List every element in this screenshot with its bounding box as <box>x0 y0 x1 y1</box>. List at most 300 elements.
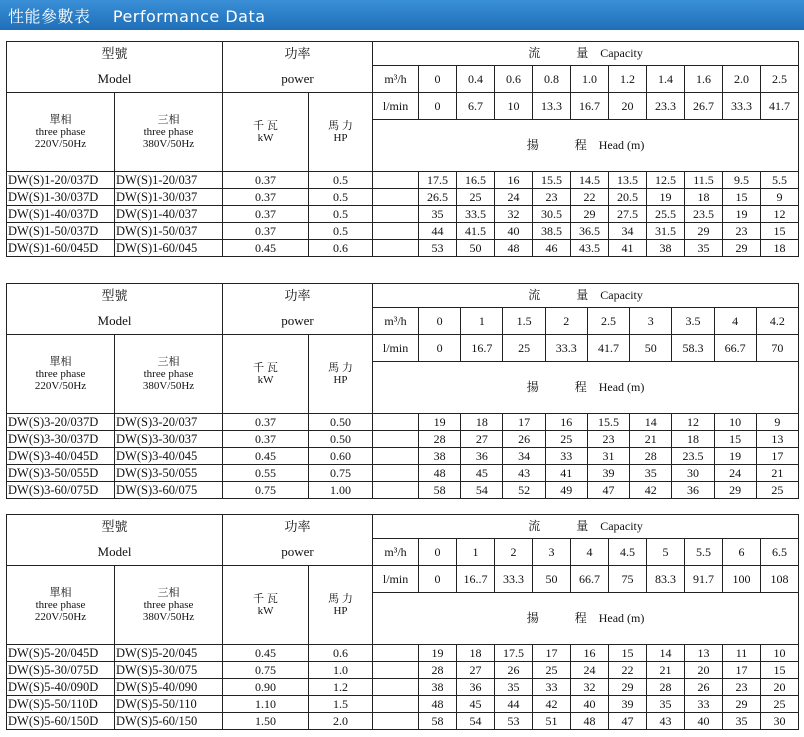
head-value: 19 <box>647 189 685 206</box>
three-phase-header <box>115 93 223 172</box>
unit-spacer <box>373 240 419 257</box>
head-value: 12.5 <box>647 172 685 189</box>
head-value: 48 <box>419 465 461 482</box>
head-value: 11.5 <box>685 172 723 189</box>
head-value: 47 <box>587 482 629 499</box>
head-value: 17 <box>756 448 798 465</box>
table-row <box>7 713 799 730</box>
head-value: 31 <box>587 448 629 465</box>
head-value: 44 <box>495 696 533 713</box>
kw-header-cn: 千 瓦 <box>253 362 278 374</box>
kw-header <box>223 93 309 172</box>
head-value: 16 <box>495 172 533 189</box>
head-value: 26 <box>495 662 533 679</box>
head-value: 15.5 <box>533 172 571 189</box>
performance-table-2 <box>6 283 799 499</box>
single-phase-cn: 單相 <box>49 356 72 368</box>
head-value: 28 <box>647 679 685 696</box>
head-value: 19 <box>723 206 761 223</box>
three-phase-model: DW(S)5-30/075 <box>115 662 223 679</box>
banner-title <box>8 4 266 27</box>
head-value: 29 <box>609 679 647 696</box>
unit-spacer <box>373 662 419 679</box>
m3h-label: m³/h <box>373 66 419 93</box>
head-value: 33 <box>533 679 571 696</box>
head-value: 22 <box>609 662 647 679</box>
kw-value: 0.75 <box>223 482 309 499</box>
unit-spacer <box>373 482 419 499</box>
head-value: 17.5 <box>419 172 457 189</box>
single-phase-spec: 220V/50Hz <box>34 138 87 150</box>
m3h-value: 6.5 <box>761 539 799 566</box>
head-en: Head (m) <box>598 611 645 625</box>
head-value: 30.5 <box>533 206 571 223</box>
head-value: 30 <box>672 465 714 482</box>
head-value: 15 <box>714 431 756 448</box>
three-phase-model: DW(S)3-50/055 <box>115 465 223 482</box>
table-row <box>7 448 799 465</box>
capacity-en: Capacity <box>600 288 643 302</box>
head-value: 29 <box>723 240 761 257</box>
head-value: 35 <box>723 713 761 730</box>
kw-header <box>223 566 309 645</box>
kw-header-en: kW <box>257 374 274 386</box>
unit-spacer <box>373 189 419 206</box>
single-phase-cn: 單相 <box>49 114 72 126</box>
single-phase-model: DW(S)1-20/037D <box>7 172 115 189</box>
head-value: 20.5 <box>609 189 647 206</box>
hp-value: 1.0 <box>309 662 373 679</box>
m3h-value: 0 <box>419 539 457 566</box>
single-phase-model: DW(S)1-50/037D <box>7 223 115 240</box>
m3h-value: 2.0 <box>723 66 761 93</box>
head-value: 35 <box>495 679 533 696</box>
m3h-value: 1.5 <box>503 308 545 335</box>
head-value: 15 <box>761 223 799 240</box>
head-value: 25 <box>545 431 587 448</box>
head-value: 17 <box>723 662 761 679</box>
head-value: 15 <box>761 662 799 679</box>
lmin-value: 0 <box>419 566 457 593</box>
m3h-value: 1.0 <box>571 66 609 93</box>
head-value: 16 <box>545 414 587 431</box>
lmin-value: 108 <box>761 566 799 593</box>
head-value: 35 <box>630 465 672 482</box>
head-value: 15 <box>609 645 647 662</box>
lmin-value: 0 <box>419 93 457 120</box>
single-phase-header <box>7 335 115 414</box>
model-header-cn: 型號 <box>101 288 128 304</box>
three-phase-model: DW(S)3-20/037 <box>115 414 223 431</box>
kw-value: 0.37 <box>223 172 309 189</box>
three-phase-model: DW(S)1-30/037 <box>115 189 223 206</box>
unit-spacer <box>373 431 419 448</box>
head-value: 25.5 <box>647 206 685 223</box>
head-value: 10 <box>761 645 799 662</box>
head-value: 26 <box>685 679 723 696</box>
head-value: 14 <box>647 645 685 662</box>
head-value: 30 <box>761 713 799 730</box>
table-row <box>7 465 799 482</box>
hp-value: 1.2 <box>309 679 373 696</box>
hp-value: 0.5 <box>309 189 373 206</box>
head-value: 25 <box>761 696 799 713</box>
head-value: 51 <box>533 713 571 730</box>
head-value: 45 <box>461 465 503 482</box>
unit-spacer <box>373 645 419 662</box>
single-phase-model: DW(S)1-40/037D <box>7 206 115 223</box>
m3h-value: 0 <box>419 308 461 335</box>
m3h-value: 3.5 <box>672 308 714 335</box>
head-value: 36 <box>457 679 495 696</box>
m3h-label: m³/h <box>373 308 419 335</box>
hp-value: 0.6 <box>309 240 373 257</box>
model-header-cn: 型號 <box>101 46 128 62</box>
hp-value: 0.5 <box>309 206 373 223</box>
model-header <box>7 284 223 308</box>
head-value: 18 <box>761 240 799 257</box>
head-value: 41.5 <box>457 223 495 240</box>
lmin-value: 83.3 <box>647 566 685 593</box>
banner-title-en: Performance Data <box>112 7 266 26</box>
power-header <box>223 515 373 539</box>
single-phase-en: three phase <box>35 368 86 380</box>
lmin-value: 20 <box>609 93 647 120</box>
lmin-value: 16.7 <box>571 93 609 120</box>
kw-value: 1.10 <box>223 696 309 713</box>
head-value: 27 <box>457 662 495 679</box>
capacity-header <box>373 284 799 308</box>
head-value: 38 <box>419 679 457 696</box>
lmin-value: 41.7 <box>587 335 629 362</box>
performance-table-1 <box>6 41 799 257</box>
m3h-value: 4 <box>714 308 756 335</box>
head-value: 21 <box>630 431 672 448</box>
head-cn-2: 程 <box>574 611 587 625</box>
kw-value: 0.37 <box>223 223 309 240</box>
lmin-value: 66.7 <box>714 335 756 362</box>
kw-value: 0.37 <box>223 206 309 223</box>
head-value: 23 <box>723 679 761 696</box>
head-value: 40 <box>571 696 609 713</box>
head-value: 12 <box>672 414 714 431</box>
single-phase-model: DW(S)5-40/090D <box>7 679 115 696</box>
three-phase-cn: 三相 <box>157 114 180 126</box>
head-value: 9.5 <box>723 172 761 189</box>
head-value: 28 <box>630 448 672 465</box>
kw-header <box>223 335 309 414</box>
head-value: 35 <box>419 206 457 223</box>
head-value: 14.5 <box>571 172 609 189</box>
three-phase-model: DW(S)5-50/110 <box>115 696 223 713</box>
lmin-value: 41.7 <box>761 93 799 120</box>
capacity-cn-2: 量 <box>576 46 589 60</box>
capacity-cn-1: 流 <box>528 46 541 60</box>
three-phase-model: DW(S)1-40/037 <box>115 206 223 223</box>
capacity-cn-2: 量 <box>576 288 589 302</box>
head-value: 23 <box>723 223 761 240</box>
head-value: 50 <box>457 240 495 257</box>
head-value: 53 <box>495 713 533 730</box>
head-value: 34 <box>609 223 647 240</box>
m3h-value: 1 <box>457 539 495 566</box>
head-value: 43.5 <box>571 240 609 257</box>
model-header-en: Model <box>7 66 223 93</box>
lmin-label: l/min <box>373 93 419 120</box>
head-value: 54 <box>461 482 503 499</box>
head-value: 14 <box>630 414 672 431</box>
table-row <box>7 206 799 223</box>
head-value: 25 <box>533 662 571 679</box>
head-value: 27 <box>461 431 503 448</box>
head-value: 29 <box>571 206 609 223</box>
model-header-en: Model <box>7 308 223 335</box>
head-value: 24 <box>714 465 756 482</box>
three-phase-header <box>115 335 223 414</box>
single-phase-model: DW(S)5-20/045D <box>7 645 115 662</box>
m3h-value: 1.6 <box>685 66 723 93</box>
m3h-value: 5 <box>647 539 685 566</box>
hp-value: 0.60 <box>309 448 373 465</box>
kw-value: 0.45 <box>223 240 309 257</box>
single-phase-model: DW(S)3-20/037D <box>7 414 115 431</box>
head-value: 23 <box>533 189 571 206</box>
kw-value: 0.37 <box>223 431 309 448</box>
head-value: 17 <box>503 414 545 431</box>
head-value: 42 <box>630 482 672 499</box>
three-phase-en: three phase <box>143 599 194 611</box>
kw-header-en: kW <box>257 605 274 617</box>
head-value: 48 <box>571 713 609 730</box>
capacity-header <box>373 515 799 539</box>
head-value: 35 <box>647 696 685 713</box>
head-value: 44 <box>419 223 457 240</box>
table-row <box>7 431 799 448</box>
capacity-cn-2: 量 <box>576 519 589 533</box>
lmin-value: 91.7 <box>685 566 723 593</box>
lmin-value: 100 <box>723 566 761 593</box>
head-value: 23.5 <box>672 448 714 465</box>
head-en: Head (m) <box>598 380 645 394</box>
kw-value: 0.45 <box>223 448 309 465</box>
head-value: 48 <box>495 240 533 257</box>
capacity-cn-1: 流 <box>528 519 541 533</box>
single-phase-cn: 單相 <box>49 587 72 599</box>
hp-value: 0.50 <box>309 431 373 448</box>
head-value: 26.5 <box>419 189 457 206</box>
head-en: Head (m) <box>598 138 645 152</box>
head-value: 47 <box>609 713 647 730</box>
head-value: 58 <box>419 713 457 730</box>
three-phase-en: three phase <box>143 368 194 380</box>
lmin-value: 6.7 <box>457 93 495 120</box>
head-cn-2: 程 <box>574 138 587 152</box>
three-phase-model: DW(S)5-20/045 <box>115 645 223 662</box>
unit-spacer <box>373 206 419 223</box>
table-row <box>7 172 799 189</box>
head-value: 39 <box>587 465 629 482</box>
head-value: 43 <box>503 465 545 482</box>
lmin-value: 16.7 <box>461 335 503 362</box>
lmin-value: 26.7 <box>685 93 723 120</box>
power-header <box>223 42 373 66</box>
lmin-value: 33.3 <box>545 335 587 362</box>
single-phase-model: DW(S)5-30/075D <box>7 662 115 679</box>
unit-spacer <box>373 713 419 730</box>
m3h-value: 0.8 <box>533 66 571 93</box>
power-header-en: power <box>223 66 373 93</box>
hp-value: 1.00 <box>309 482 373 499</box>
head-value: 23 <box>587 431 629 448</box>
three-phase-model: DW(S)5-40/090 <box>115 679 223 696</box>
hp-header-en: HP <box>333 605 348 617</box>
lmin-value: 13.3 <box>533 93 571 120</box>
head-value: 33.5 <box>457 206 495 223</box>
head-value: 21 <box>756 465 798 482</box>
m3h-value: 6 <box>723 539 761 566</box>
table-row <box>7 696 799 713</box>
head-value: 33 <box>545 448 587 465</box>
capacity-cn-1: 流 <box>528 288 541 302</box>
head-cn-1: 揚 <box>526 380 539 394</box>
head-value: 33 <box>685 696 723 713</box>
hp-value: 0.75 <box>309 465 373 482</box>
unit-spacer <box>373 172 419 189</box>
lmin-label: l/min <box>373 566 419 593</box>
lmin-value: 50 <box>630 335 672 362</box>
lmin-label: l/min <box>373 335 419 362</box>
lmin-value: 70 <box>756 335 798 362</box>
m3h-value: 0.6 <box>495 66 533 93</box>
kw-header-cn: 千 瓦 <box>253 593 278 605</box>
table-row <box>7 679 799 696</box>
head-value: 13 <box>756 431 798 448</box>
m3h-value: 1.2 <box>609 66 647 93</box>
single-phase-en: three phase <box>35 126 86 138</box>
head-header <box>373 120 799 172</box>
head-value: 24 <box>495 189 533 206</box>
head-value: 32 <box>495 206 533 223</box>
three-phase-spec: 380V/50Hz <box>142 380 195 392</box>
head-cn-1: 揚 <box>526 611 539 625</box>
head-value: 58 <box>419 482 461 499</box>
three-phase-header <box>115 566 223 645</box>
hp-header-cn: 馬 力 <box>328 120 353 132</box>
m3h-value: 2 <box>545 308 587 335</box>
head-value: 13 <box>685 645 723 662</box>
hp-value: 1.5 <box>309 696 373 713</box>
head-cn-2: 程 <box>574 380 587 394</box>
performance-table-3 <box>6 514 799 730</box>
single-phase-header <box>7 566 115 645</box>
lmin-value: 25 <box>503 335 545 362</box>
head-value: 18 <box>672 431 714 448</box>
head-value: 38 <box>419 448 461 465</box>
three-phase-cn: 三相 <box>157 587 180 599</box>
power-header-cn: 功率 <box>284 288 311 304</box>
unit-spacer <box>373 465 419 482</box>
power-header-cn: 功率 <box>284 519 311 535</box>
head-value: 34 <box>503 448 545 465</box>
capacity-en: Capacity <box>600 519 643 533</box>
lmin-value: 66.7 <box>571 566 609 593</box>
m3h-value: 5.5 <box>685 539 723 566</box>
kw-value: 0.90 <box>223 679 309 696</box>
single-phase-model: DW(S)5-50/110D <box>7 696 115 713</box>
hp-header-en: HP <box>333 374 348 386</box>
single-phase-model: DW(S)5-60/150D <box>7 713 115 730</box>
kw-value: 0.45 <box>223 645 309 662</box>
head-value: 43 <box>647 713 685 730</box>
lmin-value: 10 <box>495 93 533 120</box>
head-cn-1: 揚 <box>526 138 539 152</box>
three-phase-cn: 三相 <box>157 356 180 368</box>
kw-header-en: kW <box>257 132 274 144</box>
single-phase-model: DW(S)3-60/075D <box>7 482 115 499</box>
unit-spacer <box>373 679 419 696</box>
three-phase-model: DW(S)1-60/045 <box>115 240 223 257</box>
head-header <box>373 593 799 645</box>
head-value: 18 <box>461 414 503 431</box>
model-header <box>7 515 223 539</box>
head-value: 53 <box>419 240 457 257</box>
head-value: 36.5 <box>571 223 609 240</box>
head-value: 46 <box>533 240 571 257</box>
head-value: 12 <box>761 206 799 223</box>
model-header <box>7 42 223 66</box>
head-value: 45 <box>457 696 495 713</box>
hp-value: 2.0 <box>309 713 373 730</box>
m3h-value: 1 <box>461 308 503 335</box>
kw-value: 0.75 <box>223 662 309 679</box>
table-row <box>7 223 799 240</box>
head-value: 19 <box>419 414 461 431</box>
m3h-value: 3 <box>533 539 571 566</box>
head-value: 29 <box>714 482 756 499</box>
hp-value: 0.50 <box>309 414 373 431</box>
head-value: 27.5 <box>609 206 647 223</box>
single-phase-header <box>7 93 115 172</box>
head-value: 54 <box>457 713 495 730</box>
kw-header-cn: 千 瓦 <box>253 120 278 132</box>
head-value: 40 <box>495 223 533 240</box>
lmin-value: 0 <box>419 335 461 362</box>
power-header-en: power <box>223 539 373 566</box>
three-phase-spec: 380V/50Hz <box>142 138 195 150</box>
head-value: 25 <box>756 482 798 499</box>
m3h-value: 4.5 <box>609 539 647 566</box>
head-value: 11 <box>723 645 761 662</box>
m3h-value: 2.5 <box>587 308 629 335</box>
capacity-en: Capacity <box>600 46 643 60</box>
lmin-value: 33.3 <box>723 93 761 120</box>
m3h-value: 2.5 <box>761 66 799 93</box>
head-value: 40 <box>685 713 723 730</box>
m3h-value: 0 <box>419 66 457 93</box>
m3h-value: 4.2 <box>756 308 798 335</box>
kw-value: 0.37 <box>223 189 309 206</box>
head-value: 25 <box>457 189 495 206</box>
single-phase-en: three phase <box>35 599 86 611</box>
hp-header <box>309 566 373 645</box>
head-value: 36 <box>461 448 503 465</box>
title-banner <box>0 0 804 30</box>
head-value: 13.5 <box>609 172 647 189</box>
head-value: 19 <box>714 448 756 465</box>
head-value: 28 <box>419 662 457 679</box>
kw-value: 0.55 <box>223 465 309 482</box>
hp-value: 0.6 <box>309 645 373 662</box>
